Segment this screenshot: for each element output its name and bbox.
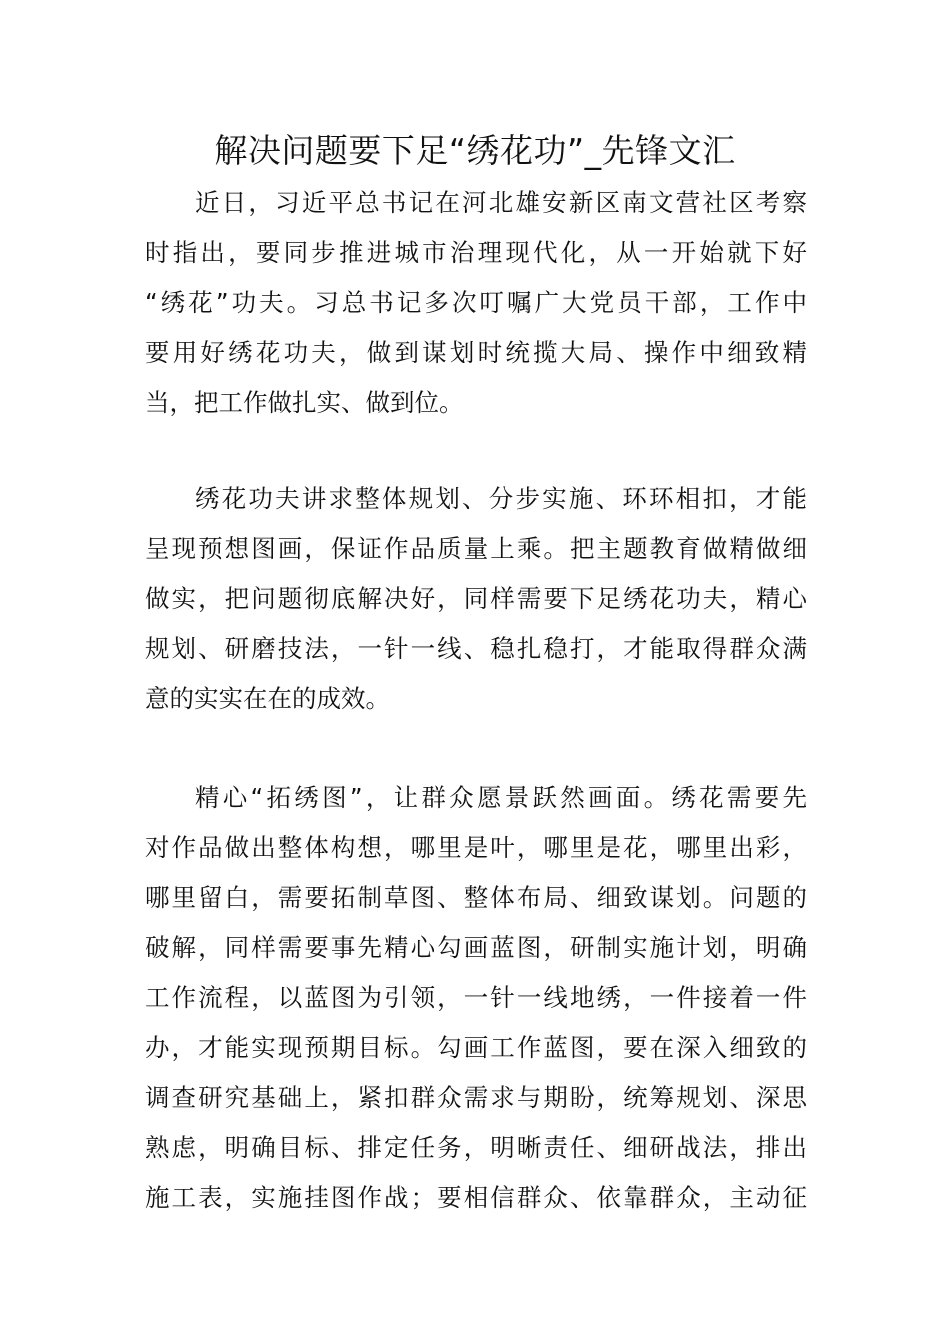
paragraph-line: 工作流程，以蓝图为引领，一针一线地绣，一件接着一件 [145,983,807,1012]
paragraph-line: 近日，习近平总书记在河北雄安新区南文营社区考察 [195,188,807,217]
paragraph-line: 办，才能实现预期目标。勾画工作蓝图，要在深入细致的 [145,1033,807,1062]
paragraph-line: 破解，同样需要事先精心勾画蓝图，研制实施计划，明确 [145,933,807,962]
paragraph-line: 哪里留白，需要拓制草图、整体布局、细致谋划。问题的 [145,883,807,912]
paragraph-line: 熟虑，明确目标、排定任务，明晰责任、细研战法，排出 [145,1133,807,1162]
paragraph-line: 呈现预想图画，保证作品质量上乘。把主题教育做精做细 [145,534,807,563]
document-title: 解决问题要下足“绣花功”_先锋文汇 [214,131,736,170]
paragraph-line: 时指出，要同步推进城市治理现代化，从一开始就下好 [145,238,807,267]
paragraph-line: 规划、研磨技法，一针一线、稳扎稳打，才能取得群众满 [145,634,807,663]
paragraph-line: 调查研究基础上，紧扣群众需求与期盼，统筹规划、深思 [145,1083,807,1112]
paragraph-line: 当，把工作做扎实、做到位。 [145,388,464,417]
paragraph-line: 绣花功夫讲求整体规划、分步实施、环环相扣，才能 [195,484,807,513]
paragraph-line: 意的实实在在的成效。 [145,684,390,713]
paragraph-line: 精心“拓绣图”，让群众愿景跃然画面。绣花需要先 [195,783,807,812]
paragraph-2 [145,474,807,724]
paragraph-line: “绣花”功夫。习总书记多次叮嘱广大党员干部，工作中 [145,288,807,317]
paragraph-line: 对作品做出整体构想，哪里是叶，哪里是花，哪里出彩， [145,833,807,862]
paragraph-line: 施工表，实施挂图作战；要相信群众、依靠群众，主动征 [145,1183,807,1212]
paragraph-1 [145,178,807,428]
paragraph-line: 要用好绣花功夫，做到谋划时统揽大局、操作中细致精 [145,338,807,367]
paragraph-3 [145,773,807,1223]
paragraph-line: 做实，把问题彻底解决好，同样需要下足绣花功夫，精心 [145,584,807,613]
